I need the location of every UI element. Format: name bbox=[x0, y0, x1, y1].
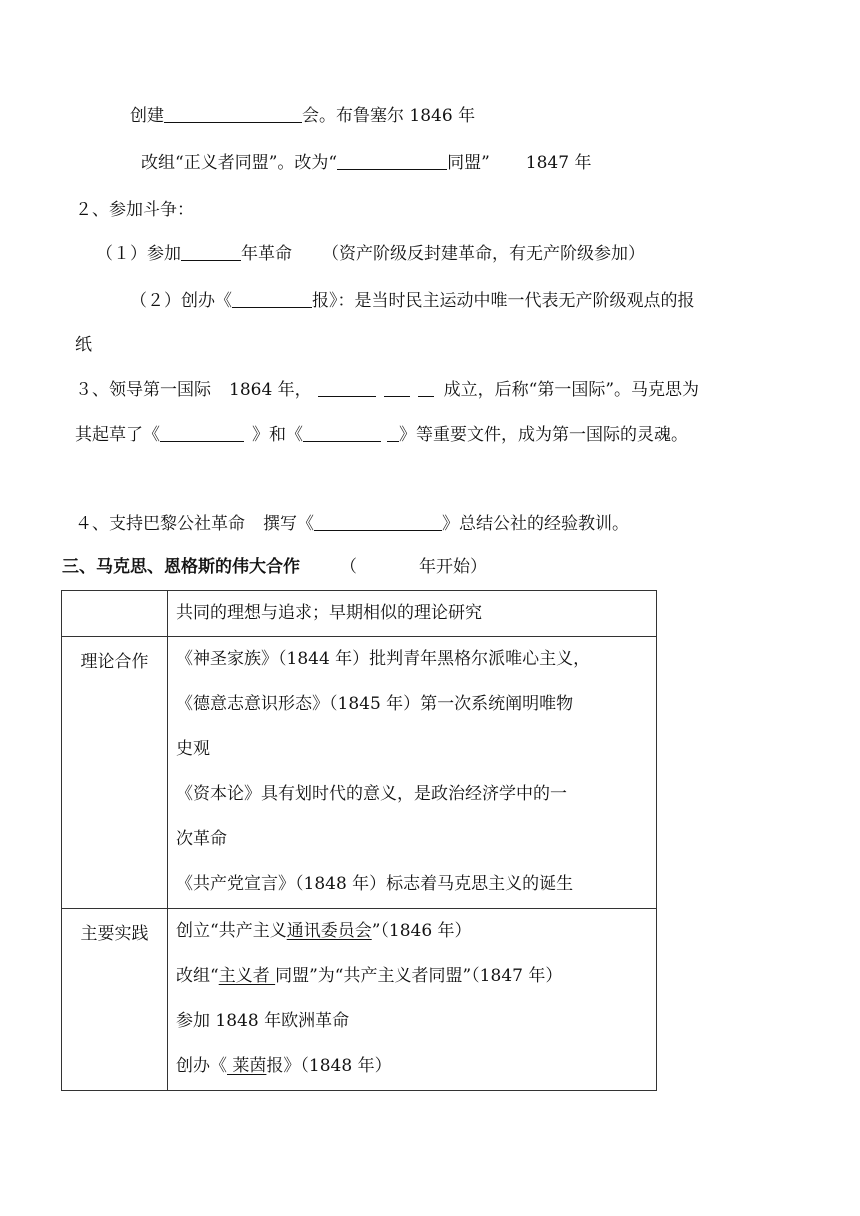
table-row bbox=[62, 909, 657, 1091]
fill-blank[interactable] bbox=[314, 512, 442, 531]
row-label-cell bbox=[62, 591, 168, 637]
fill-blank[interactable] bbox=[387, 423, 399, 442]
text: 1847 年 bbox=[525, 153, 592, 173]
cell-text: 参加 1848 年欧洲革命 bbox=[176, 1011, 350, 1031]
cell-text: 《德意志意识形态》（1845 年）第一次系统阐明唯物 bbox=[176, 694, 574, 714]
cell-text: 《神圣家族》（1844 年）批判青年黑格尔派唯心主义， bbox=[176, 649, 591, 669]
text: 创建 bbox=[130, 106, 164, 126]
para-line-2 bbox=[141, 151, 591, 175]
row-content-cell bbox=[168, 637, 657, 909]
text: 报》：是当时民主运动中唯一代表无产阶级观点的报 bbox=[312, 291, 695, 311]
fill-blank[interactable] bbox=[164, 104, 302, 123]
text: 纸 bbox=[75, 335, 92, 355]
text: 年革命 bbox=[241, 244, 292, 264]
fill-blank[interactable] bbox=[418, 378, 434, 397]
row-content-cell bbox=[168, 591, 657, 637]
fill-blank[interactable] bbox=[318, 378, 376, 397]
text: ３、领导第一国际 bbox=[75, 380, 211, 400]
cell-text: 共同的理想与追求；早期相似的理论研究 bbox=[176, 603, 482, 623]
text: （１）参加 bbox=[96, 244, 181, 264]
para-line-5 bbox=[130, 289, 695, 313]
para-line-7 bbox=[75, 378, 699, 402]
underlined-answer: 通讯委员会 bbox=[286, 921, 372, 941]
text: 改组“正义者同盟”。改为“ bbox=[141, 153, 338, 173]
text: ４、支持巴黎公社革命 bbox=[75, 514, 245, 534]
fill-blank[interactable] bbox=[160, 423, 244, 442]
para-line-4 bbox=[96, 242, 645, 266]
cell-text: 次革命 bbox=[176, 829, 227, 849]
fill-blank[interactable] bbox=[384, 378, 410, 397]
para-line-6 bbox=[75, 333, 92, 357]
text: 其起草了《 bbox=[75, 425, 160, 445]
text: 》等重要文件，成为第一国际的灵魂。 bbox=[399, 425, 688, 445]
cell-text: 《共产党宣言》（1848 年）标志着马克思主义的诞生 bbox=[176, 874, 574, 894]
text: 年开始） bbox=[419, 557, 487, 577]
text: 撰写《 bbox=[263, 514, 314, 534]
text: 成立，后称“第一国际”。马克思为 bbox=[443, 380, 700, 400]
underlined-answer: 莱茵 bbox=[227, 1056, 267, 1076]
table-row bbox=[62, 591, 657, 637]
para-line-9 bbox=[75, 512, 629, 536]
row-label: 主要实践 bbox=[80, 924, 149, 944]
fill-blank[interactable] bbox=[337, 151, 447, 170]
text: ２、参加斗争： bbox=[75, 200, 194, 220]
heading-text: 三、马克思、恩格斯的伟大合作 bbox=[62, 557, 300, 577]
row-label: 理论合作 bbox=[80, 652, 149, 672]
text: 同盟” bbox=[447, 153, 490, 173]
text: （资产阶级反封建革命，有无产阶级参加） bbox=[322, 244, 645, 264]
cooperation-table bbox=[61, 590, 657, 1091]
para-line-1 bbox=[130, 104, 475, 128]
fill-blank[interactable] bbox=[232, 289, 312, 308]
text: 会。布鲁塞尔 1846 年 bbox=[302, 106, 476, 126]
text: 1864 年， bbox=[229, 380, 312, 400]
para-line-8 bbox=[75, 423, 688, 447]
cell-text: 改组“主义者 同盟”为“共产主义者同盟”（1847 年） bbox=[176, 966, 563, 986]
fill-blank[interactable] bbox=[181, 242, 241, 261]
text: （ bbox=[340, 557, 357, 577]
cell-text: 史观 bbox=[176, 739, 210, 759]
cell-text: 创办《 莱茵报》（1848 年） bbox=[176, 1056, 392, 1076]
underlined-answer: 主义者 bbox=[218, 966, 276, 986]
row-label-cell bbox=[62, 909, 168, 1091]
cell-text: 《资本论》具有划时代的意义，是政治经济学中的一 bbox=[176, 784, 567, 804]
text: 》和《 bbox=[252, 425, 303, 445]
text: 》总结公社的经验教训。 bbox=[442, 514, 629, 534]
cell-text: 创立“共产主义通讯委员会”（1846 年） bbox=[176, 921, 472, 941]
row-content-cell bbox=[168, 909, 657, 1091]
section-heading-3 bbox=[62, 555, 487, 579]
fill-blank[interactable] bbox=[303, 423, 381, 442]
row-label-cell bbox=[62, 637, 168, 909]
section-heading-2 bbox=[75, 198, 194, 222]
table-row bbox=[62, 637, 657, 909]
text: （２）创办《 bbox=[130, 291, 232, 311]
